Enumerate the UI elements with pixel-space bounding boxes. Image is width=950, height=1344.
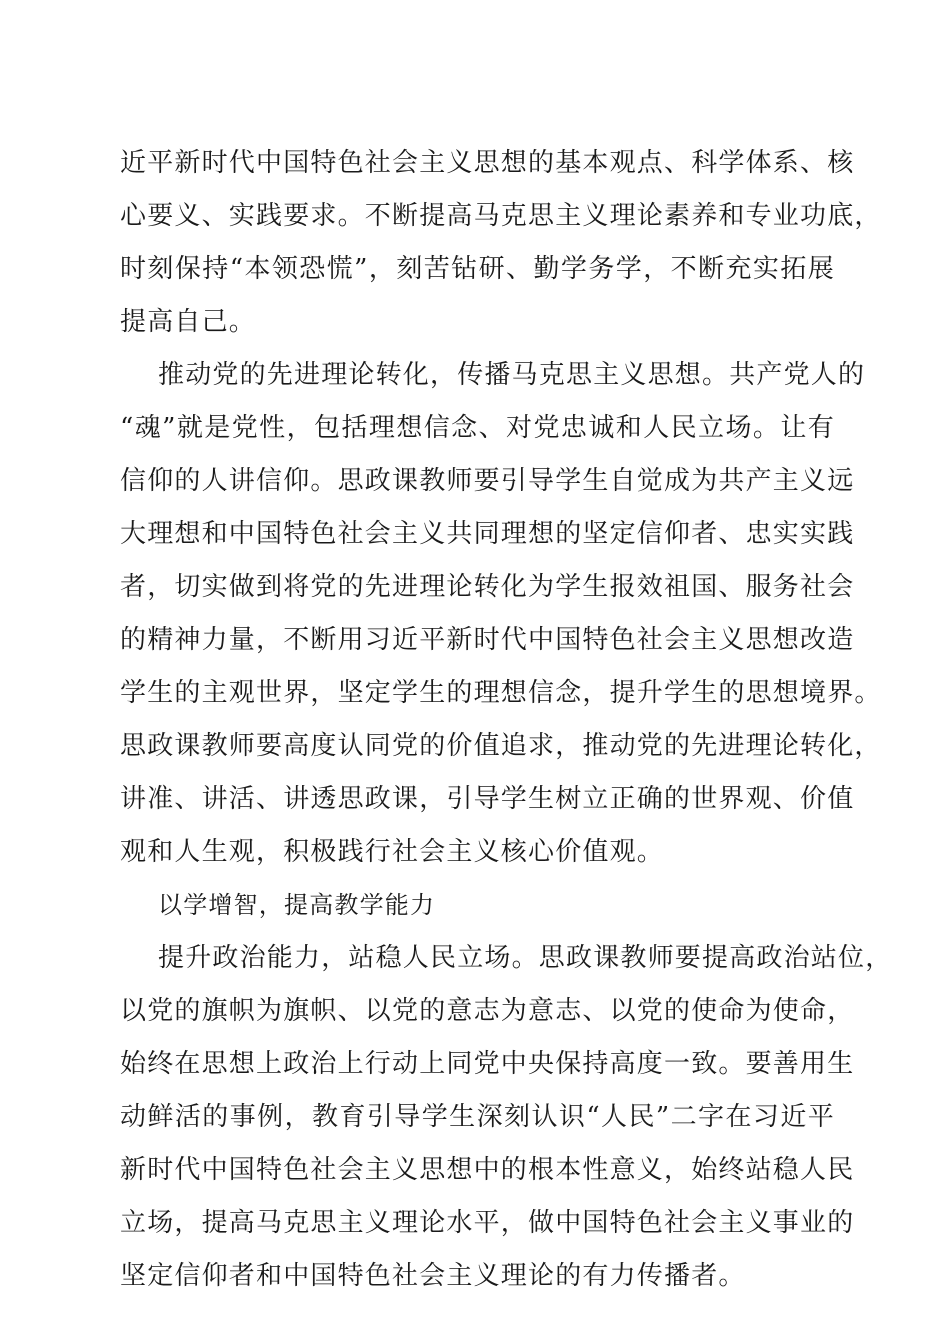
paragraph-line: 立场，提高马克思主义理论水平，做中国特色社会主义事业的 bbox=[120, 1208, 855, 1238]
paragraph-line: “魂”就是党性，包括理想信念、对党忠诚和人民立场。让有 bbox=[120, 413, 835, 443]
paragraph-line: 心要义、实践要求。不断提高马克思主义理论素养和专业功底， bbox=[120, 201, 882, 231]
paragraph-line: 近平新时代中国特色社会主义思想的基本观点、科学体系、核 bbox=[120, 148, 855, 178]
paragraph-line: 思政课教师要高度认同党的价值追求，推动党的先进理论转化， bbox=[120, 731, 882, 761]
paragraph-line: 始终在思想上政治上行动上同党中央保持高度一致。要善用生 bbox=[120, 1049, 855, 1079]
paragraph-line: 信仰的人讲信仰。思政课教师要引导学生自觉成为共产主义远 bbox=[120, 466, 855, 496]
paragraph-line: 时刻保持“本领恐慌”，刻苦钻研、勤学务学，不断充实拓展 bbox=[120, 254, 835, 284]
paragraph-line: 提升政治能力，站稳人民立场。思政课教师要提高政治站位， bbox=[158, 943, 893, 973]
paragraph-line: 的精神力量，不断用习近平新时代中国特色社会主义思想改造 bbox=[120, 625, 855, 655]
paragraph-line: 新时代中国特色社会主义思想中的根本性意义，始终站稳人民 bbox=[120, 1155, 855, 1185]
paragraph-line: 坚定信仰者和中国特色社会主义理论的有力传播者。 bbox=[120, 1261, 746, 1291]
paragraph-line: 提高自己。 bbox=[120, 307, 257, 337]
body-text bbox=[120, 137, 893, 1303]
paragraph-line: 动鲜活的事例，教育引导学生深刻认识“人民”二字在习近平 bbox=[120, 1102, 835, 1132]
paragraph-line: 者，切实做到将党的先进理论转化为学生报效祖国、服务社会 bbox=[120, 572, 855, 602]
section-heading: 以学增智，提高教学能力 bbox=[158, 891, 436, 919]
paragraph-line: 学生的主观世界，坚定学生的理想信念，提升学生的思想境界。 bbox=[120, 678, 882, 708]
paragraph-line: 大理想和中国特色社会主义共同理想的坚定信仰者、忠实实践 bbox=[120, 519, 855, 549]
paragraph-line: 以党的旗帜为旗帜、以党的意志为意志、以党的使命为使命， bbox=[120, 996, 855, 1026]
paragraph-line: 观和人生观，积极践行社会主义核心价值观。 bbox=[120, 837, 665, 867]
paragraph-line: 推动党的先进理论转化，传播马克思主义思想。共产党人的 bbox=[158, 360, 866, 390]
paragraph-line: 讲准、讲活、讲透思政课，引导学生树立正确的世界观、价值 bbox=[120, 784, 855, 814]
